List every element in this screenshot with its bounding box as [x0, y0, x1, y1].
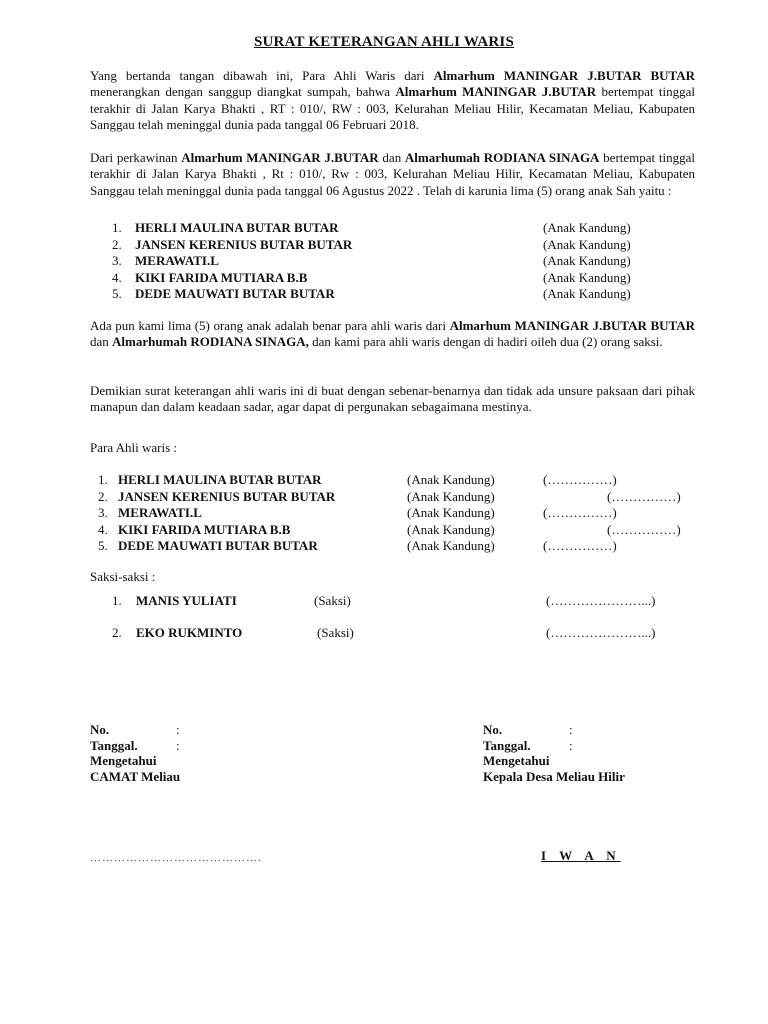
signature-placeholder: (……………) [607, 488, 681, 504]
heirs-label: Para Ahli waris : [90, 440, 178, 455]
signature-placeholder: (……………) [543, 538, 617, 553]
witness-label: Saksi-saksi : [90, 569, 156, 584]
intro-bold-1: Almarhum MANINGAR J.BUTAR BUTAR [433, 68, 695, 83]
signature-placeholder: (…………………...) [546, 625, 656, 640]
marriage-text-3: bertempat tinggal terakhir di Jalan Karya Bhakti , Rt : 010/, Rw : 003, Kelurahan Meliau Hilir, Kecamatan Meliau, Kabupaten Sanggau telah meninggal dunia pada tanggal 06 Agustus 2022 . Telah di karunia lima (5) orang anak Sah yaitu : [90, 150, 695, 198]
statement-text-1: Ada pun kami lima (5) orang anak adalah benar para ahli waris dari [90, 318, 450, 333]
witness-list [90, 593, 700, 657]
list-item: 1. MANIS YULIATI (Saksi) (…………………...) [112, 593, 656, 608]
statement-bold-2: Almarhumah RODIANA SINAGA, [112, 334, 309, 350]
statement-bold-1: Almarhum MANINGAR J.BUTAR BUTAR [449, 318, 696, 333]
document-title: SURAT KETERANGAN AHLI WARIS [253, 34, 515, 50]
kepala-desa-name: I W A N [541, 848, 621, 863]
list-item: 4. KIKI FARIDA MUTIARA B.B (Anak Kandung) (……………) [98, 521, 681, 537]
marriage-bold-2: Almarhumah RODIANA SINAGA [404, 150, 600, 165]
kepala-desa-block: No. : Tanggal. : Mengetahui Kepala Desa Meliau Hilir [483, 722, 625, 784]
list-item: 3. MERAWATI.L (Anak Kandung) (……………) [98, 505, 617, 520]
statement-text-2: dan [90, 334, 113, 350]
marriage-paragraph [90, 150, 695, 199]
list-item: 1. HERLI MAULINA BUTAR BUTAR (Anak Kandung) [112, 220, 631, 235]
camat-block: No. : Tanggal. : Mengetahui CAMAT Meliau [90, 722, 181, 784]
intro-bold-2: Almarhum MANINGAR J.BUTAR [395, 84, 597, 100]
camat-signature-line: ……………………………………. [90, 852, 262, 864]
signature-placeholder: (…………………...) [546, 593, 656, 608]
list-item: 5. DEDE MAUWATI BUTAR BUTAR (Anak Kandung) (……………) [98, 538, 617, 553]
list-item: 2. EKO RUKMINTO (Saksi) (…………………...) [112, 625, 656, 640]
heirs-list [90, 220, 700, 303]
intro-paragraph [90, 68, 695, 133]
marriage-text-2: dan [378, 150, 405, 165]
list-item: 4. KIKI FARIDA MUTIARA B.B (Anak Kandung) [112, 269, 631, 285]
intro-text-2: menerangkan dengan sanggup diangkat sumpah, bahwa [90, 84, 396, 100]
signature-placeholder: (……………) [607, 521, 681, 537]
signature-placeholder: (……………) [543, 472, 617, 487]
intro-text-1: Yang bertanda tangan dibawah ini, Para Ahli Waris dari [90, 68, 434, 83]
intro-text-3: bertempat tinggal terakhir di Jalan Karya Bhakti , RT : 010/, RW : 003, Kelurahan Meliau Hilir, Kecamatan Meliau, Kabupaten Sanggau telah meninggal dunia pada tanggal 06 Februari 2018. [90, 84, 695, 132]
list-item: 1. HERLI MAULINA BUTAR BUTAR (Anak Kandung) (……………) [98, 472, 617, 487]
statement-paragraph [90, 318, 695, 351]
marriage-text-1: Dari perkawinan [90, 150, 182, 165]
statement-text-3: dan kami para ahli waris dengan di hadiri oileh dua (2) orang saksi. [308, 334, 663, 350]
list-item: 3. MERAWATI.L (Anak Kandung) [112, 253, 631, 268]
heir-signature-list [90, 472, 700, 555]
list-item: 2. JANSEN KERENIUS BUTAR BUTAR (Anak Kandung) [112, 236, 631, 252]
closing-paragraph: Demikian surat keterangan ahli waris ini di buat dengan sebenar-benarnya dan tidak ada unsure paksaan dari pihak manapun dan dalam keadaan sadar, agar dapat di pergunakan sebagaimana mestinya. [90, 383, 695, 415]
list-item: 5. DEDE MAUWATI BUTAR BUTAR (Anak Kandung) [112, 286, 631, 301]
signature-placeholder: (……………) [543, 505, 617, 520]
marriage-bold-1: Almarhum MANINGAR J.BUTAR [181, 150, 379, 165]
list-item: 2. JANSEN KERENIUS BUTAR BUTAR (Anak Kandung) (……………) [98, 488, 681, 504]
